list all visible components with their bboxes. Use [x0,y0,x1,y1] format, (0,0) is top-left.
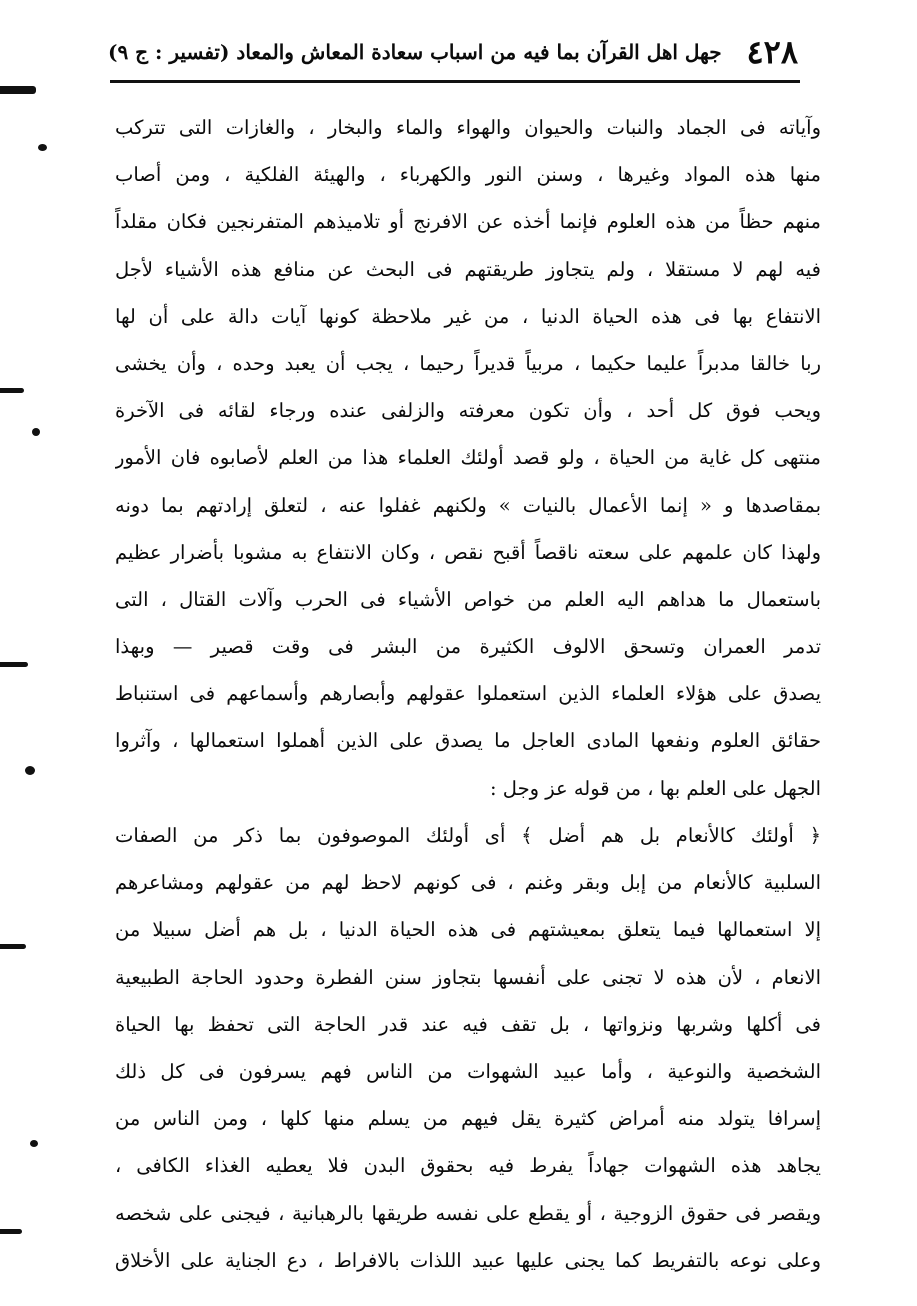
text-line: وآياته فى الجماد والنبات والحيوان والهواء والماء والبخار ، والغازات التى تتركب [115,116,821,139]
page-number: ٤٢٨ [746,33,798,71]
page-header [108,26,798,78]
text-line: منتهى كل غاية من الحياة ، ولو قصد أولئك العلماء هذا من العلم لأصابوه فان الأمور [115,446,821,470]
text-line: ربا خالقا مدبراً عليما حكيما ، مربياً قديراً رحيما ، يجب أن يعبد وحده ، وأن يخشى [115,351,821,375]
ink-speck [38,144,47,151]
text-line: بمقاصدها و « إنما الأعمال بالنيات » ولكنهم غفلوا عنه ، لتعلق إرادتهم بما دونه [115,493,821,517]
text-line: وعلى نوعه بالتفريط كما يجنى عليها عبيد اللذات بالافراط ، دع الجناية على الأخلاق [115,1248,821,1272]
text-line: الجهل على العلم بها ، من قوله عز وجل : [490,776,821,800]
binding-mark [0,388,24,393]
ink-speck [30,1140,38,1147]
text-line: ويحب فوق كل أحد ، وأن تكون معرفته والزلفى عنده ورجاء لقائه فى الآخرة [115,399,821,423]
binding-mark [0,1229,22,1234]
text-line: إلا استعمالها فيما يتعلق بمعيشتهم فى هذه الحياة الدنيا ، بل هم أضل سبيلا من [115,918,821,942]
text-line: ﴿ أولئك كالأنعام بل هم أضل ﴾ أى أولئك الموصوفون بما ذكر من الصفات [115,824,821,847]
text-line: باستعمال ما هداهم اليه العلم من خواص الأشياء فى الحرب وآلات القتال ، التى [115,587,821,611]
text-line: فيه لهم لا مستقلا ، ولم يتجاوز طريقتهم فى البحث عن منافع هذه الأشياء لأجل [115,257,821,281]
text-line: تدمر العمران وتسحق الالوف الكثيرة من البشر فى وقت قصير — وبهذا [115,635,821,659]
ink-speck [32,428,40,436]
text-line: ويقصر فى حقوق الزوجية ، أو يقطع على نفسه طريقها بالرهبانية ، فيجنى على شخصه [115,1201,821,1225]
text-line: ولهذا كان علمهم على سعته ناقصاً أقبح نقص ، وكان الانتفاع به مشوبا بأضرار عظيم [115,540,821,564]
binding-mark [0,944,26,949]
binding-mark [0,662,28,667]
text-line: يجاهد هذه الشهوات جهاداً يفرط فيه بحقوق البدن فلا يعطيه الغذاء الكافى ، [115,1154,821,1178]
text-line: فى أكلها وشربها ونزواتها ، بل تقف فيه عند قدر الحاجة التى تحفظ بها الحياة [115,1012,821,1036]
header-rule [110,80,800,83]
text-line: منها هذه المواد وغيرها ، وسنن النور والكهرباء ، والهيئة الفلكية ، ومن أصاب [115,163,821,187]
text-line: حقائق العلوم ونفعها المادى العاجل ما يصدق على الذين أهملوا استعمالها ، وآثروا [115,729,821,753]
text-line: السلبية كالأنعام من إبل وبقر وغنم ، فى كونهم لاحظ لهم من عقولهم ومشاعرهم [115,871,821,895]
text-line: إسرافا يتولد منه أمراض كثيرة يقل فيهم من يسلم منها كلها ، ومن الناس من [115,1107,821,1131]
paragraph-2 [115,812,821,1284]
text-line: الشخصية والنوعية ، وأما عبيد الشهوات من الناس فهم يسرفون فى كل ذلك [115,1059,821,1083]
binding-mark [0,86,36,94]
ink-speck [25,766,35,775]
running-title: جهل اهل القرآن بما فيه من اسباب سعادة المعاش والمعاد (تفسير : ج ٩) [108,40,722,64]
text-line: منهم حظاً من هذه العلوم فإنما أخذه عن الافرنج أو تلاميذهم المتفرنجين فكان مقلداً [115,210,821,234]
paragraph-1 [115,104,821,812]
text-line: الانتفاع بها فى هذه الحياة الدنيا ، من غير ملاحظة كونها آيات دالة على أن لها [115,304,821,328]
text-line: الانعام ، لأن هذه لا تجنى على أنفسها بتجاوز سنن الفطرة وحدود الحاجة الطبيعية [115,965,821,989]
text-line: يصدق على هؤلاء العلماء الذين استعملوا عقولهم وأبصارهم وأسماعهم فى استنباط [115,682,821,706]
